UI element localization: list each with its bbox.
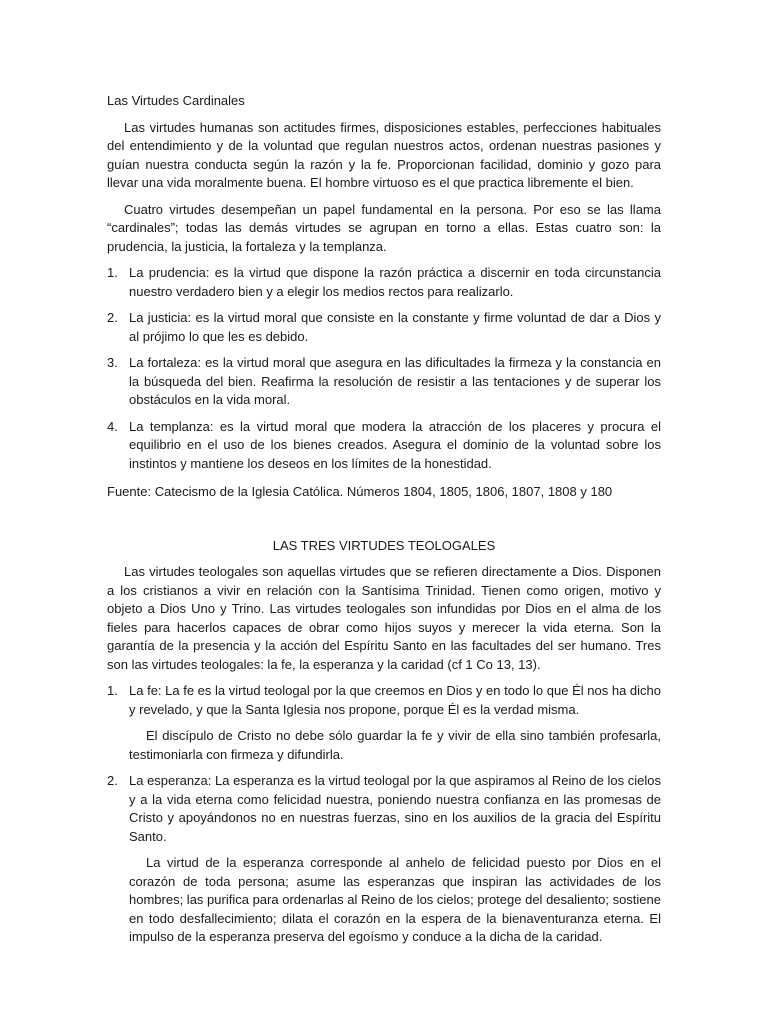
- intro-paragraph: Las virtudes humanas son actitudes firmes, disposiciones estables, perfecciones habituales del entendimiento y de la voluntad que regulan nuestros actos, ordenan nuestras pasiones y guían nuestra conducta según la razón y la fe. Proporcionan facilidad, dominio y gozo para llevar una vida moralmente buena. El hombre virtuoso es el que practica libremente el bien.: [107, 119, 661, 190]
- list-number: 2.: [107, 773, 118, 788]
- list-item-text: La templanza: es la virtud moral que modera la atracción de los placeres y procura el equilibrio en el uso de los bienes creados. Asegura el dominio de la voluntad sobre los instintos y mantiene los deseos en los límites de la honestidad.: [129, 418, 661, 471]
- list-item-text: La fortaleza: es la virtud moral que asegura en las dificultades la firmeza y la constancia en la búsqueda del bien. Reafirma la resolución de resistir a las tentaciones y de superar los obstáculos en la vida moral.: [129, 355, 661, 407]
- list-number: 1.: [107, 683, 118, 698]
- list-item-text: La fe: La fe es la virtud teologal por la que creemos en Dios y en todo lo que Él nos ha dicho y revelado, y que la Santa Iglesia nos propone, porque Él es la verdad misma.: [129, 683, 661, 717]
- section-heading: LAS TRES VIRTUDES TEOLOGALES: [272, 537, 496, 553]
- sub-paragraph: El discípulo de Cristo no debe sólo guardar la fe y vivir de ella sino también profesarla, testimoniarla con firmeza y difundirla.: [129, 728, 661, 762]
- theological-virtues-list-continued: [107, 772, 661, 846]
- list-item: [107, 682, 661, 719]
- list-item: [107, 264, 661, 301]
- list-item: [107, 354, 661, 410]
- list-number: 2.: [107, 310, 118, 325]
- list-number: 4.: [107, 418, 118, 434]
- list-item: [107, 772, 661, 846]
- list-item-text: La justicia: es la virtud moral que consiste en la constante y firme voluntad de dar a Dios y al prójimo lo que les es debido.: [129, 310, 661, 344]
- list-item-text: La prudencia: es la virtud que dispone la razón práctica a discernir en toda circunstancia nuestro verdadero bien y a elegir los medios rectos para realizarlo.: [129, 265, 661, 299]
- theological-virtues-paragraph: Las virtudes teologales son aquellas virtudes que se refieren directamente a Dios. Disponen a los cristianos a vivir en relación con la Santísima Trinidad. Tienen como origen, motivo y objeto a Dios Uno y Trino. Las virtudes teologales son infundidas por Dios en el alma de los fieles para hacerlos capaces de obrar como hijos suyos y merecer la vida eterna. Son la garantía de la presencia y la acción del Espíritu Santo en las facultades del ser humano. Tres son las virtudes teologales: la fe, la esperanza y la caridad (cf 1 Co 13, 13).: [107, 564, 661, 672]
- document-title: Las Virtudes Cardinales: [107, 93, 245, 108]
- theological-virtues-list: [107, 682, 661, 719]
- sub-paragraph: La virtud de la esperanza corresponde al anhelo de felicidad puesto por Dios en el corazón de toda persona; asume las esperanzas que inspiran las actividades de los hombres; las purifica para ordenarlas al Reino de los cielos; protege del desaliento; sostiene en todo desfallecimiento; dilata el corazón en la espera de la bienaventuranza eterna. El impulso de la esperanza preserva del egoísmo y conduce a la dicha de la caridad.: [129, 855, 661, 944]
- list-number: 3.: [107, 355, 118, 370]
- document-body: [107, 92, 661, 955]
- cardinal-virtues-list: [107, 264, 661, 473]
- list-item: [107, 418, 661, 474]
- source-citation: Fuente: Catecismo de la Iglesia Católica. Números 1804, 1805, 1806, 1807, 1808 y 180: [107, 484, 613, 499]
- list-item: [107, 309, 661, 346]
- cardinal-virtues-paragraph: Cuatro virtudes desempeñan un papel fundamental en la persona. Por eso se las llama “cardinales”; todas las demás virtudes se agrupan en torno a ellas. Estas cuatro son: la prudencia, la justicia, la fortaleza y la templanza.: [107, 201, 661, 254]
- list-number: 1.: [107, 265, 118, 280]
- list-item-text: La esperanza: La esperanza es la virtud teologal por la que aspiramos al Reino de los cielos y a la vida eterna como felicidad nuestra, poniendo nuestra confianza en las promesas de Cristo y apoyándonos no en nuestras fuerzas, sino en los auxilios de la gracia del Espíritu Santo.: [129, 773, 661, 844]
